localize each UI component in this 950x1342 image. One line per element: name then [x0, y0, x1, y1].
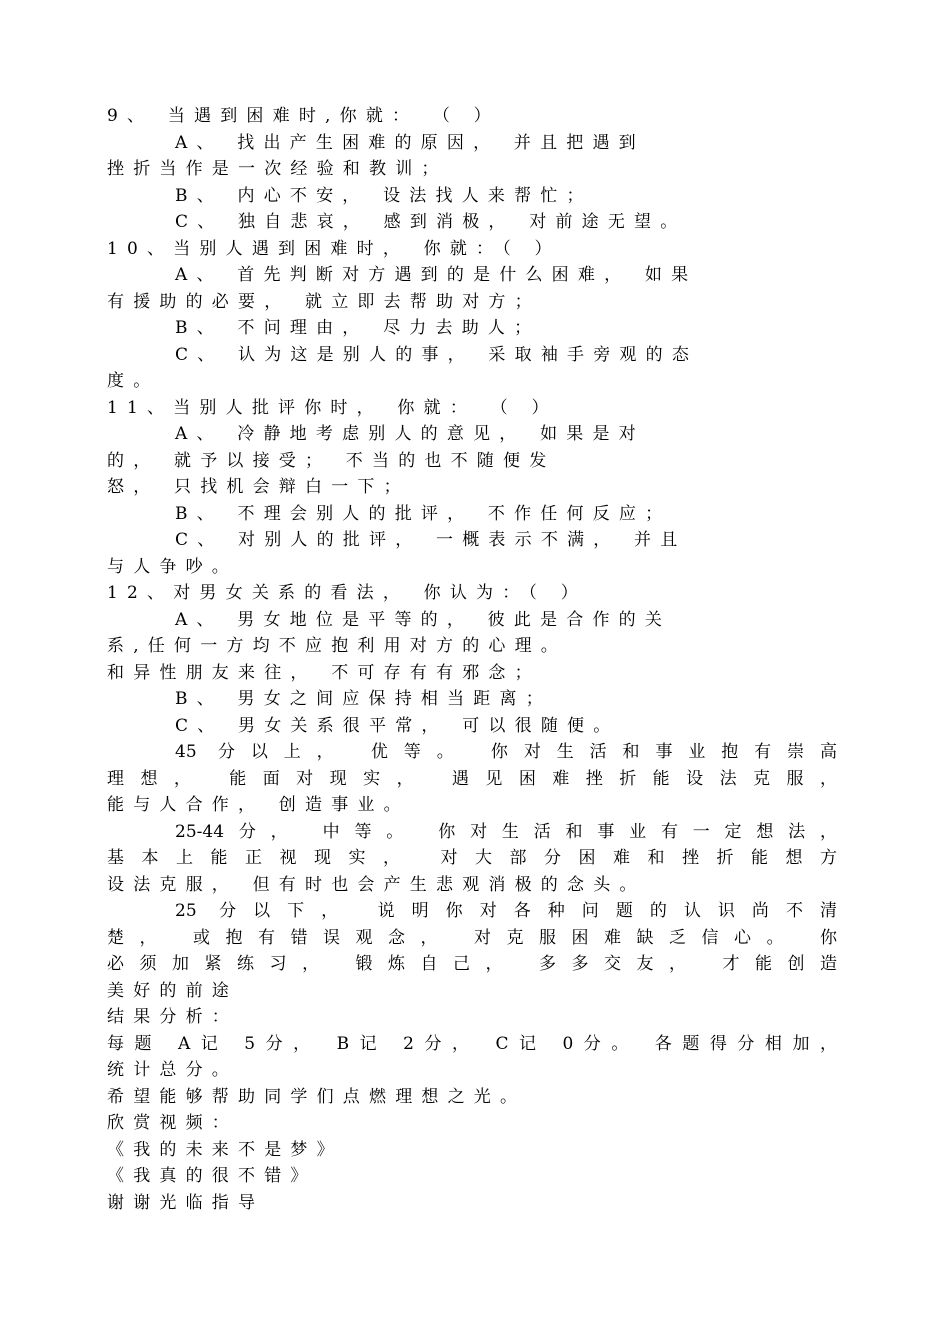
- text-line: 美好的前途: [107, 980, 238, 1001]
- text-line: 楚， 或抱有错误观念， 对克服困难缺乏信心。 你: [107, 927, 837, 948]
- text-line: 有援助的必要， 就立即去帮助对方；: [107, 291, 541, 312]
- text-line: C、 认为这是别人的事， 采取袖手旁观的态: [175, 344, 699, 365]
- text-line: 25-44分， 中等。 你对生活和事业有一定想法，: [175, 821, 837, 842]
- text-line: 《我的未来不是梦》: [107, 1139, 343, 1160]
- text-line: 欣赏视频：: [107, 1113, 238, 1133]
- text-line: 结果分析：: [107, 1007, 238, 1027]
- text-line: 必须加紧练习， 锻炼自己， 多多交友， 才能创造: [107, 954, 837, 974]
- text-line: 统计总分。: [107, 1060, 238, 1080]
- text-line: 基本上能正视现实， 对大部分困难和挫折能想方: [107, 848, 837, 868]
- text-line: 的， 就予以接受； 不当的也不随便发: [107, 450, 556, 471]
- text-line: 45 分以上， 优等。 你对生活和事业抱有崇高: [175, 742, 837, 762]
- text-line: A、 男女地位是平等的， 彼此是合作的关: [175, 609, 672, 630]
- text-line: B、 男女之间应保持相当距离；: [175, 689, 552, 709]
- text-line: 谢谢光临指导: [107, 1192, 265, 1213]
- text-line: 10、当别人遇到困难时， 你就：（ ）: [107, 238, 561, 259]
- document-page: [107, 103, 837, 1216]
- text-line: 25 分以下， 说明你对各种问题的认识尚不清: [175, 901, 837, 921]
- text-line: 每题 A记 5分， B记 2分， C记 0分。 各题得分相加，: [107, 1033, 837, 1054]
- text-line: 挫折当作是一次经验和教训；: [107, 159, 448, 179]
- text-line: 11、当别人批评你时， 你就： （ ）: [107, 397, 558, 418]
- text-line: 12、对男女关系的看法， 你认为：（ ）: [107, 583, 587, 603]
- text-line: B、 不问理由， 尽力去助人；: [175, 318, 541, 338]
- text-line: B、 不理会别人的批评， 不作任何反应；: [175, 503, 672, 524]
- text-line: 设法克服， 但有时也会产生悲观消极的念头。: [107, 874, 646, 895]
- text-line: 系,任何一方均不应抱利用对方的心理。: [107, 636, 568, 656]
- text-line: 怒， 只找机会辩白一下；: [107, 477, 410, 497]
- text-line: 理想， 能面对现实， 遇见困难挫折能设法克服，: [107, 768, 837, 789]
- text-line: 与人争吵。: [107, 556, 238, 577]
- text-line: 9、 当遇到困难时,你就： （ ）: [107, 106, 500, 126]
- text-line: A、 首先判断对方遇到的是什么困难， 如果: [175, 265, 698, 285]
- text-line: C、 对别人的批评， 一概表示不满， 并且: [175, 530, 687, 550]
- text-line: B、 内心不安， 设法找人来帮忙；: [175, 185, 593, 206]
- text-line: 希望能够帮助同学们点燃理想之光。: [107, 1086, 527, 1107]
- text-line: 《我真的很不错》: [107, 1166, 317, 1186]
- text-line: 和异性朋友来往， 不可存有有邪念；: [107, 662, 541, 683]
- text-line: A、 冷静地考虑别人的意见， 如果是对: [175, 424, 645, 444]
- text-line: C、 独自悲哀， 感到消极， 对前途无望。: [175, 212, 687, 232]
- text-line: 能与人合作， 创造事业。: [107, 795, 410, 815]
- text-line: 度。: [107, 371, 160, 391]
- text-line: A、 找出产生困难的原因， 并且把遇到: [175, 132, 645, 153]
- text-line: C、 男女关系很平常， 可以很随便。: [175, 715, 620, 736]
